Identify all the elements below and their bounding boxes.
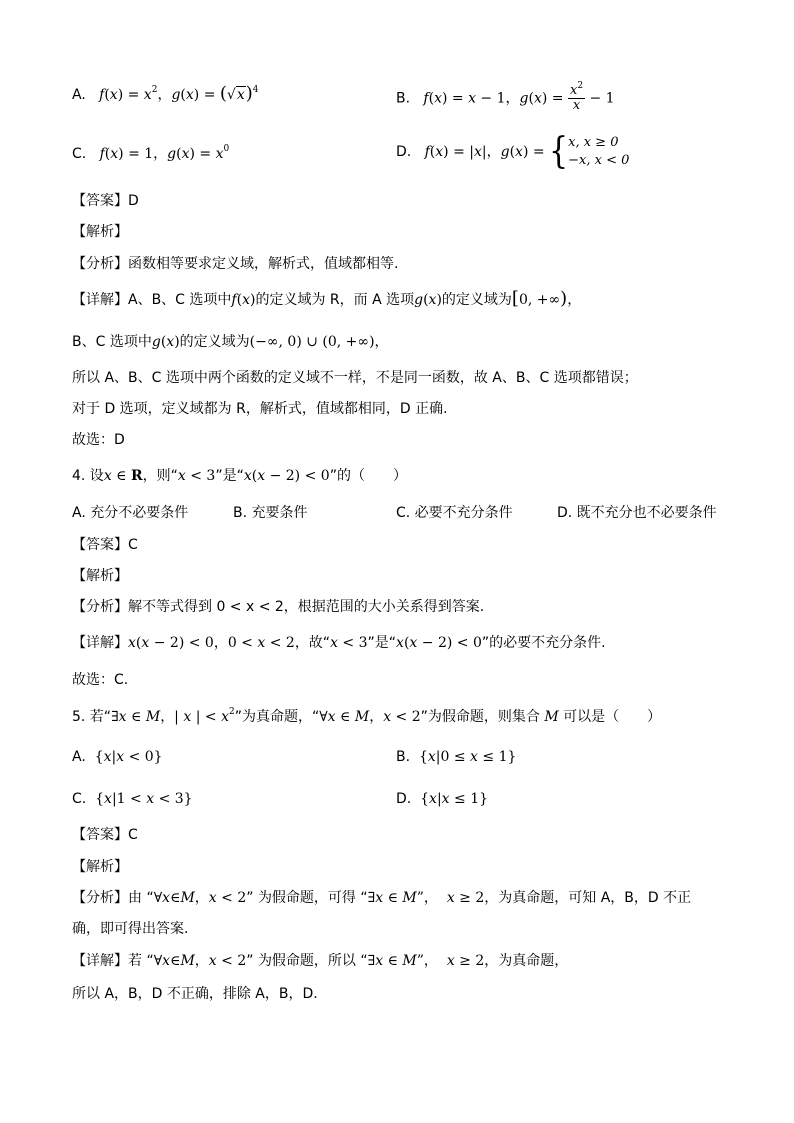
q4-stem: 4. 设x ∈ R，则“x < 3”是“x(x − 2) < 0”的（ ） — [72, 468, 407, 484]
q3-answer: 【答案】D — [72, 193, 139, 209]
q3-option-b: B. f(x) = x − 1，g(x) = $\frac{x^2}{x}$ − 1 — [396, 80, 615, 113]
option-label: D. — [396, 144, 412, 160]
q4-option-c: C. 必要不充分条件 — [396, 505, 513, 521]
q5-fenxi-line2: 确，即可得出答案. — [72, 921, 189, 937]
q3-choose: 故选：D — [72, 432, 125, 448]
option-label: A. — [72, 87, 86, 103]
q5-xiangjie: 【详解】若 “∀x∈M，x < 2” 为假命题，所以 “∃x ∈ M”， x ≥ 2，为真命题， — [72, 953, 569, 969]
option-label: C. — [72, 146, 87, 162]
option-label: B. — [396, 90, 411, 107]
q3-option-a: A. $f(x) = x^2$，$g(x) = (√x)^4$ — [72, 83, 259, 104]
q5-option-c: C. {x|1 < x < 3} — [72, 791, 193, 807]
q5-last-line: 所以 A，B，D 不正确，排除 A，B，D. — [72, 986, 318, 1002]
q4-fenxi: 【分析】解不等式得到 0 < x < 2，根据范围的大小关系得到答案. — [72, 599, 485, 615]
q5-fenxi-line1: 【分析】由 “∀x∈M，x < 2” 为假命题，可得 “∃x ∈ M”， x ≥ 2，为真命题，可知 A，B，D 不正 — [72, 890, 692, 906]
q5-option-b: B. {x|0 ≤ x ≤ 1} — [396, 749, 517, 765]
q5-option-d: D. {x|x ≤ 1} — [396, 791, 489, 807]
q5-option-a: A. {x|x < 0} — [72, 749, 163, 765]
q3-fenxi: 【分析】函数相等要求定义域，解析式，值域都相等. — [72, 256, 399, 272]
q3-xiangjie-line1: 【详解】A、B、C 选项中f(x)的定义域为 R，而 A 选项g(x)的定义域为[0, +∞)， — [72, 288, 582, 309]
q3-option-d: D. f(x) = |x|，g(x) = { x, x ≥ 0 −x, x < 0 — [396, 130, 630, 173]
q5-stem: 5. 若“∃x ∈ M，| x | < $x^2$”为真命题，“∀x ∈ M，x < 2”为假命题，则集合 M 可以是（ ） — [72, 707, 662, 725]
q4-xiangjie: 【详解】x(x − 2) < 0，0 < x < 2，故“x < 3”是“x(x − 2) < 0”的必要不充分条件. — [72, 635, 606, 651]
q5-analysis-title: 【解析】 — [72, 859, 128, 875]
q4-choose: 故选：C. — [72, 672, 129, 688]
q4-answer: 【答案】C — [72, 537, 138, 553]
q4-option-d: D. 既不充分也不必要条件 — [557, 505, 717, 521]
q4-analysis-title: 【解析】 — [72, 568, 128, 584]
q3-option-c: C. f(x) = 1，$g(x) = x^0$ — [72, 144, 230, 162]
q3-xiangjie-line3: 所以 A、B、C 选项中两个函数的定义域不一样，不是同一函数，故 A、B、C 选项都错误； — [72, 370, 638, 386]
q4-option-b: B. 充要条件 — [233, 505, 308, 521]
q4-option-a: A. 充分不必要条件 — [72, 505, 189, 521]
q5-answer: 【答案】C — [72, 827, 138, 843]
q3-xiangjie-line2: B、C 选项中g(x)的定义域为(−∞, 0) ∪ (0, +∞)， — [72, 334, 389, 350]
q3-xiangjie-line4: 对于 D 选项，定义域都为 R，解析式，值域都相同，D 正确. — [72, 401, 448, 417]
q3-analysis-title: 【解析】 — [72, 224, 128, 240]
